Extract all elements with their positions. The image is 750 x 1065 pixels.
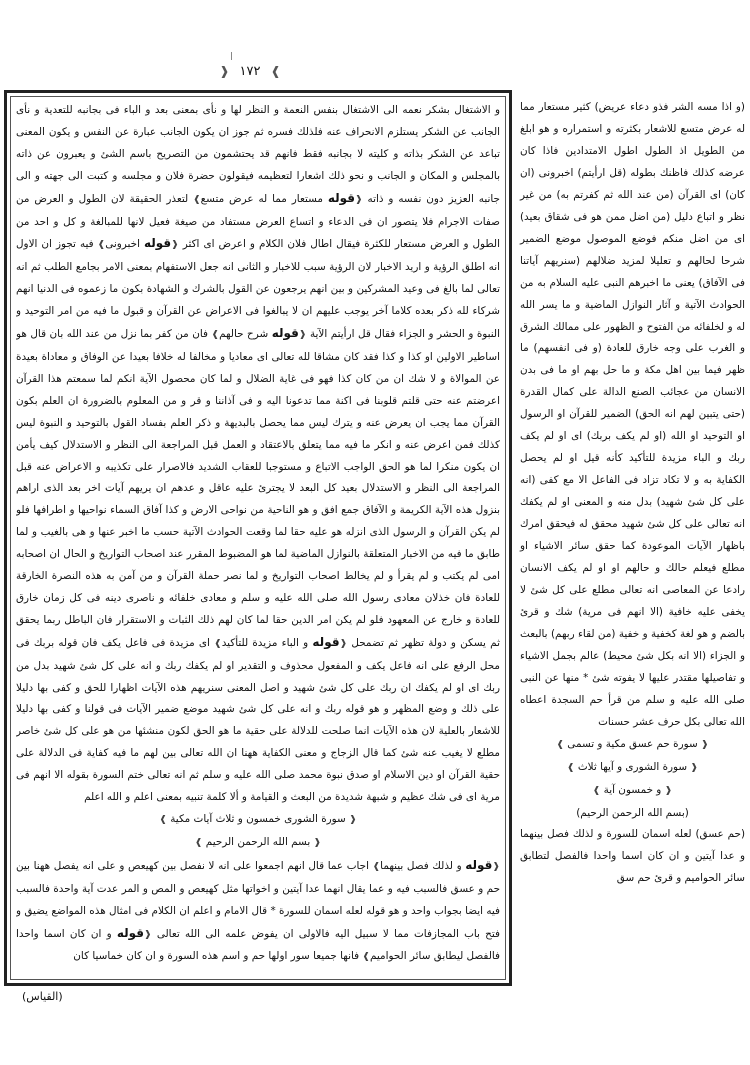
main-text-run: و الاشتغال بشكر نعمه الى الاشتغال بنفس النعمة و النظر لها و نأى بمعنى بعد و الباء فى بجانبه للتعدية و نأى الجانب عن الشكر يستلزم الانحراف عنه فلذلك فسره ثم جوز ان يكون الجانب عبارة عن النفس و يكون المعنى تباعد عن الشكر بذاته و كليته لا بجانبه فقط فانهم قد يحتشمون من التصريح باسم الشئ و يعبرون عن ذاته بالمجلس و المكان و الجانب و نحو ذلك اشعارا لتعظيمه فيقولون حضرة فلان و مجلسه و كتبت الى جهته و الى جانبه العزيز دون نفسه و ذاته [16, 104, 500, 205]
ornament-open-icon: ❰ [701, 739, 709, 750]
ornament-open-icon: ❰ [690, 762, 698, 773]
ornament-open-icon: ❰ [171, 240, 179, 251]
lemma-marker: قوله [465, 857, 493, 872]
lemma-marker: قوله [116, 925, 145, 940]
ornament-close-icon: ❱ [556, 739, 564, 750]
ornament-open-icon: ❰ [355, 194, 363, 205]
ornament-right-icon: ❰ [219, 64, 230, 78]
page-number-value: ١٧٢ [239, 64, 261, 79]
ornament-open-icon: ❰ [349, 815, 357, 825]
ornament-open-icon: ❰ [492, 861, 500, 872]
basmala-heading [16, 832, 500, 855]
margin-surah-title-text: سورة الشورى و آيها ثلاث [577, 760, 688, 773]
main-paragraph [16, 855, 500, 970]
ornament-close-icon: ❱ [97, 240, 106, 251]
lemma-marker: قوله [312, 634, 340, 649]
main-text-run: لتعذر الحقيقة لان الطول و العرض من صفات الاجرام فلا يتصور ان فى الدعاء و اتساع العرض مستفاد من صيغة فعيل لانها للمبالغة و كل و احد من الطول و العرض مستعار للكثرة فيقال اطال فلان الكلام و اعرض اى اكثر [16, 192, 500, 251]
ornament-close-icon: ❱ [362, 952, 370, 963]
lemma-text: اخبرونى [105, 238, 140, 251]
ornament-open-icon: ❰ [144, 929, 152, 940]
ornament-open-icon: ❰ [298, 330, 307, 341]
ornament-open-icon: ❰ [313, 837, 322, 848]
margin-paragraph: (حم عسق) لعله اسمان للسورة و لذلك فصل بينهما و عدا آيتين و ان كان اسما واحدا فالفصل لتطابق سائر الحواميم و قرئ حم سق [520, 828, 745, 885]
lemma-text: و الباء مزيدة للتأكيد [221, 636, 309, 649]
ornament-close-icon: ❱ [193, 194, 201, 205]
lemma-marker: قوله [143, 236, 172, 251]
ornament-close-icon: ❱ [567, 762, 575, 773]
surah-heading [16, 809, 500, 832]
main-text-run: اجاب عما قال انهم اجمعوا على انه لا نفصل بين كهيعص و على انه يفصل ههنا بين حم و عسق فالسبب فيه و عما يقال انهما عدا آيتين و اخواتها مثل كهيعص و المص و المر عدت آية واحدة فالسبب فيه ايضا بجواب واحد و هو قوله لعله اسمان للسورة * قال الامام و اعلم ان الكلام فى امثال هذه المواضع يضيق و فتح باب المجازفات مما لا سبيل اليه فالاولى ان يفوض علمه الى الله تعالى [16, 859, 500, 940]
main-text-run: فان من كفر بما نزل من عند الله بان قال هو اساطير الاولين او كذا و كذا فقد كان مشاقا لله تعالى اى معاديا و مخالفا له خلافا بعيدا عن الوفاق و معاداة بعيدة عن الموالاة و لا شك ان من كان كذا فهو فى غاية الضلال و لما كان محصول الآية انكم لما سمعتم هذا القرآن اعرضتم عنه حتى قلتم قلوبنا فى اكنة مما تدعونا اليه و فى آذاننا و قر و من المعلوم بالضرورة ان العلم بكون القرآن مما يجب ان يعرض عنه و يترك ليس مما يحصل بالبديهة و ذكر العلم بفساد القول بالتوحيد و النبوة ليس كذلك فمن اعرض عنه و انكر ما فيه مما يتعلق بالاعتقاد و العمل قبل المراجعة الى النظر و الاستدلال كيف يأمن ان يكون منكرا لما هو الحق الواجب الاتباع و مستوجبا للعقاب الشديد فالاصرار على تكذيبه و الاعراض عنه قبل المراجعة الى النظر و الاستدلال بعيد كل البعد لا يجترئ عليه عاقل و عدهم ان يريهم آيات اخر بعد الذى اراهم بنزول هذه الآية الكريمة و الآفاق جمع افق و هو الناحية من نواحى الارض و كذا آفاق السماء نواحيها و اطرافها فلو لم يكن القرآن و الرسول الذى انزله هو عليه حقا لما وقعت الحوادث الآتية حسب ما اخبر عنها و هى بالغيب و لما طابق ما فيه من الاخبار المتعلقة بالنوازل الماضية لما هو المضبوط المقرر عند اصحاب التواريخ و الحال ان اصحابه امى لم يكتب و لم يقرأ و لم يخالط اصحاب التواريخ و لما نصر حملة القرآن و من آمن به هذه النصرة الخارقة للعادة فان خذلان معادى رسول الله صلى الله عليه و سلم و معادى خلفائه و ناصرى دينه فى كل زمان خارق للعادة و خارج عن المعهود فلو لم يكن امر الدين حقا لما كان لهم ذلك الثبات و الاستقرار فان الباطل ربما يحقق ثم يسكن و دولة تظهر ثم تضمحل [16, 328, 500, 649]
main-text-frame [4, 90, 512, 986]
margin-surah-title-1 [520, 734, 745, 757]
margin-tafsir-column [520, 97, 745, 890]
page-number [150, 64, 350, 79]
ornament-left-icon: ❱ [270, 64, 281, 78]
lemma-marker: قوله [271, 326, 299, 341]
catchword: (القياس) [22, 990, 63, 1003]
margin-paragraph: (و اذا مسه الشر فذو دعاء عريض) كثير مستعار مما له عرض متسع للاشعار بكثرته و استمراره و هو ابلغ من الطويل اذ الطول اطول الامتدادين فاذا كان عرضه كذلك فاظنك بطوله (قل ارأيتم) اخبرونى (ان كان) اى القرآن (من عند الله ثم كفرتم به) من غير نظر و اتباع دليل (من اضل ممن هو فى شقاق بعيد) اى من اضل منكم فوضع الموصول موضع الضمير شرحا لحالهم و تعليلا لمزيد ضلالهم (سنريهم آياتنا فى الآفاق) يعنى ما اخبرهم النبى عليه السلام به من الحوادث الآتية و آثار النوازل الماضية و ما يسر الله له و لخلفائه من الفتوح و الظهور على ممالك الشرق و الغرب على وجه خارق للعادة (و فى انفسهم) ما ظهر فيما بين اهل مكة و ما حل بهم او ما فى بدن الانسان من عجائب الصنع الدالة على كمال القدرة (حتى يتبين لهم انه الحق) الضمير للقرآن او الرسول او التوحيد او الله (او لم يكف بربك) اى او لم يكف ربك و الباء مزيدة للتأكيد كأنه قيل او لم يحصل الكفاية به و لا تكاد تزاد فى الفاعل الا مع كفى (انه على كل شئ شهيد) بدل منه و المعنى او لم يكفك انه تعالى على كل شئ شهيد محقق له فيحقق امرك باظهار الآيات الموعودة كما حقق سائر الاشياء او مطلع فيعلم حالك و حالهم او او لم يكف الانسان رادعا عن المعاصى انه تعالى مطلع على كل شئ لا يخفى عليه خافية (الا انهم فى مرية) شك و قرئ بالضم و هو لغة كخفية و خفية (من لقاء ربهم) بالبعث و الجزاء (الا انه بكل شئ محيط) عالم بجمل الاشياء و تفاصيلها مقتدر عليها لا يفوته شئ * منها عن النبى صلى الله عليه و سلم من قرأ حم السجدة اعطاه الله تعالى بكل حرف عشر حسنات [520, 101, 745, 728]
margin-surah-title-3 [520, 780, 745, 803]
ornament-close-icon: ❱ [214, 638, 222, 649]
stray-mark [231, 52, 232, 60]
main-text-run: فانها جميعا سور اولها حم و اسم هذه السورة و ان كان خماسيا كان [73, 950, 360, 963]
ornament-close-icon: ❱ [592, 785, 601, 796]
ornament-open-icon: ❰ [339, 638, 348, 649]
lemma-text: و ان كان اسما واحدا فالفصل ليطابق سائر الحواميم [16, 927, 500, 963]
margin-surah-title-2 [520, 757, 745, 780]
lemma-text: مستعار مما له عرض متسع [200, 192, 323, 205]
ornament-open-icon: ❰ [664, 785, 673, 796]
margin-basmala: (بسم الله الرحمن الرحيم) [576, 806, 689, 819]
lemma-text: و لذلك فصل بينهما [380, 859, 462, 872]
surah-heading-text: سورة الشورى خمسون و ثلاث آيات مكية [170, 813, 346, 825]
main-commentary [16, 100, 500, 977]
basmala-text: بسم الله الرحمن الرحيم [205, 835, 311, 848]
margin-surah-title-text: و خمسون آية [603, 783, 662, 796]
ornament-close-icon: ❱ [211, 330, 220, 341]
ornament-close-icon: ❱ [194, 837, 203, 848]
main-text-run: اى مزيدة فى فاعل يكف فان قوله بربك فى محل الرفع على انه فاعل يكف و المفعول محذوف و التقدير او لم يكفك ربك و انه على كل شئ شهيد بدل من ربك اى او لم يكفك ان ربك على كل شئ شهيد و اصل المعنى سنريهم هذه الآيات اظهارا للحق و كفى بها دليلا على ذلك و وضع المظهر و هو قوله ربك و انه على كل شئ شهيد موضع ضمير الآيات فى قولنا و كفى بها دليلا للاشعار بالعلية لان هذه الآيات انما صلحت للدلالة على حقية ما هو الحق لكون منشئها من هو على كل شئ خاصر مطلع لا يغيب عنه شئ كما قال الزجاج و معنى الكفاية ههنا ان الله تعالى بين لهم ما فيه كفاية فى الدلالة على حقية القرآن او دين الاسلام او صدق نبوة محمد صلى الله عليه و سلم ثم انه تعالى ختم السورة بقوله الا انهم فى مرية اى فى شك عظيم و شبهة شديدة من البعث و القيامة و ألا كلمة تنبيه بمعنى اعلم و الله اعلم [16, 636, 500, 804]
ornament-close-icon: ❱ [372, 861, 381, 872]
ornament-close-icon: ❱ [159, 815, 167, 825]
lemma-marker: قوله [327, 190, 356, 205]
margin-surah-title-text: سورة حم عسق مكية و تسمى [567, 737, 698, 750]
main-text-run: فيه تجوز ان الاول انه اطلق الرؤية و اريد الاخبار لان الرؤية سبب للاخبار و الثانى انه جعل الاستفهام بمعنى الامر بجامع الطلب ثم انه تعالى لما بالغ فى وعيد المشركين و بين انهم يرجعون عن القول بالشرك و الشهادة بكون ما زعموه فى الدنيا انهم شركاء لله ذكر بعده كلاما آخر يوجب عليهم ان لا يبالغوا فى الاعراض عن القرآن و قبول ما فيه من امر التوحيد و النبوة و الحشر و الجزاء فقال قل ارأيتم الآية [16, 238, 500, 341]
lemma-text: شرح حالهم [219, 328, 269, 341]
main-paragraph [16, 100, 500, 809]
